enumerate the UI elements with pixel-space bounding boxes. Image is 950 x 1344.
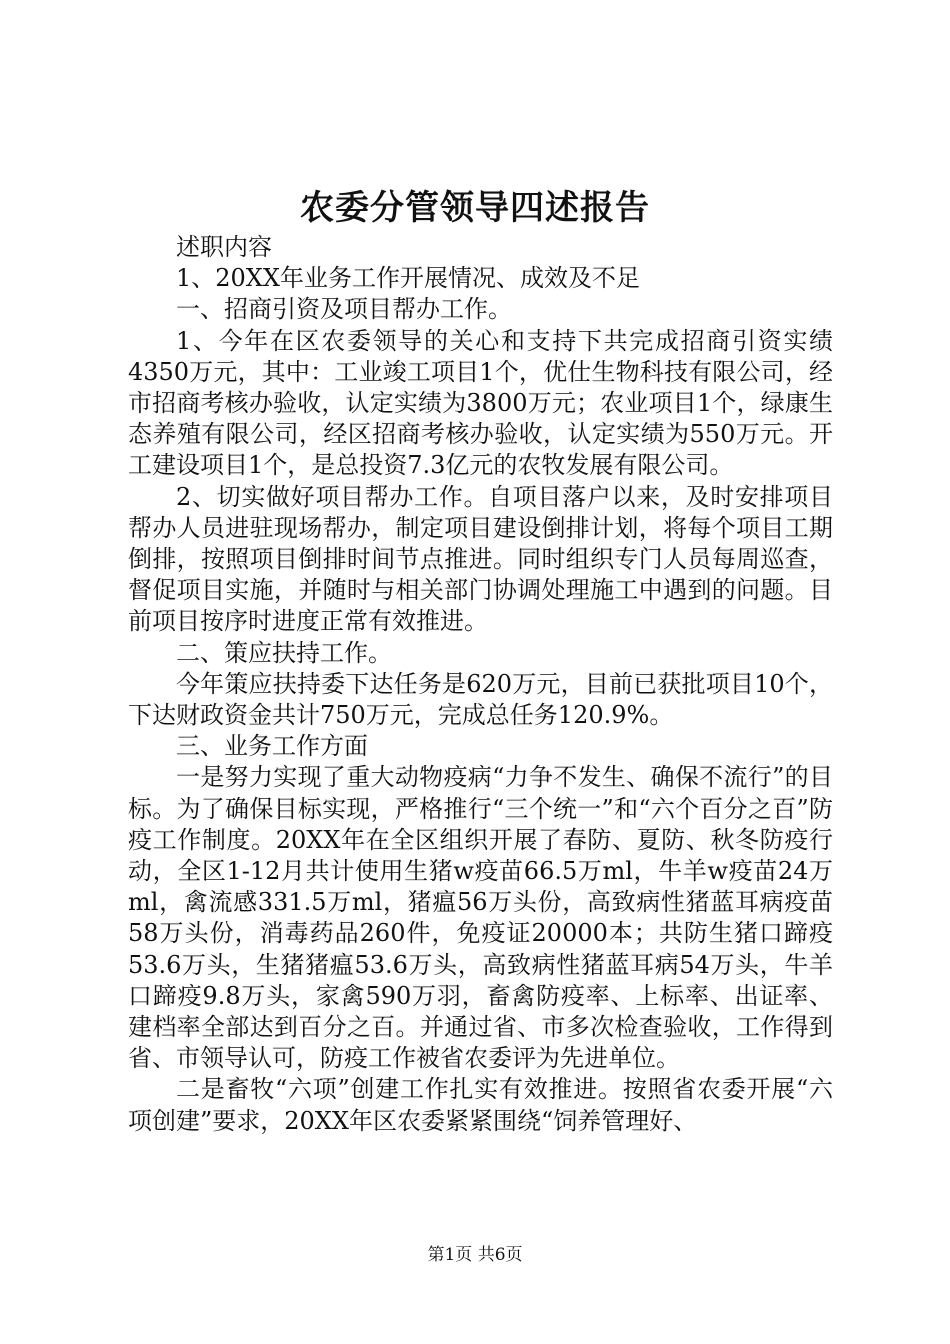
paragraph: 1、20XX年业务工作开展情况、成效及不足 bbox=[176, 264, 640, 293]
document-title: 农委分管领导四述报告 bbox=[300, 188, 650, 228]
paragraph: 三、业务工作方面 bbox=[176, 732, 368, 761]
document-body bbox=[128, 232, 833, 1137]
page-footer: 第1页 共6页 bbox=[427, 1245, 523, 1265]
paragraph: 今年策应扶持委下达任务是620万元，目前已获批项目10个，下达财政资金共计750万元，完成总任务120.9%。 bbox=[128, 669, 833, 730]
paragraph: 一是努力实现了重大动物疫病“力争不发生、确保不流行”的目标。为了确保目标实现，严格推行“三个统一”和“六个百分之百”防疫工作制度。20XX年在全区组织开展了春防、夏防、秋冬防疫行动，全区1-12月共计使用生猪w疫苗66.5万ml，牛羊w疫苗24万ml，禽流感331.5万ml，猪瘟56万头份，高致病性猪蓝耳病疫苗58万头份，消毒药品260件，免疫证20000本；共防生猪口蹄疫53.6万头，生猪猪瘟53.6万头，高致病性猪蓝耳病54万头，牛羊口蹄疫9.8万头，家禽590万羽，畜禽防疫率、上标率、出证率、建档率全部达到百分之百。并通过省、市多次检查验收，工作得到省、市领导认可，防疫工作被省农委评为先进单位。 bbox=[128, 763, 833, 1073]
paragraph: 述职内容 bbox=[176, 233, 272, 261]
paragraph: 一、招商引资及项目帮办工作。 bbox=[176, 295, 512, 324]
paragraph: 二、策应扶持工作。 bbox=[176, 638, 392, 667]
paragraph: 1、今年在区农委领导的关心和支持下共完成招商引资实绩4350万元，其中：工业竣工项目1个，优仕生物科技有限公司，经市招商考核办验收，认定实绩为3800万元；农业项目1个，绿康生态养殖有限公司，经区招商考核办验收，认定实绩为550万元。开工建设项目1个，是总投资7.3亿元的农牧发展有限公司。 bbox=[128, 326, 833, 480]
paragraph: 二是畜牧“六项”创建工作扎实有效推进。按照省农委开展“六项创建”要求，20XX年区农委紧紧围绕“饲养管理好、 bbox=[128, 1075, 833, 1135]
paragraph: 2、切实做好项目帮办工作。自项目落户以来，及时安排项目帮办人员进驻现场帮办，制定项目建设倒排计划，将每个项目工期倒排，按照项目倒排时间节点推进。同时组织专门人员每周巡查，督促项目实施，并随时与相关部门协调处理施工中遇到的问题。目前项目按序时进度正常有效推进。 bbox=[128, 482, 833, 636]
